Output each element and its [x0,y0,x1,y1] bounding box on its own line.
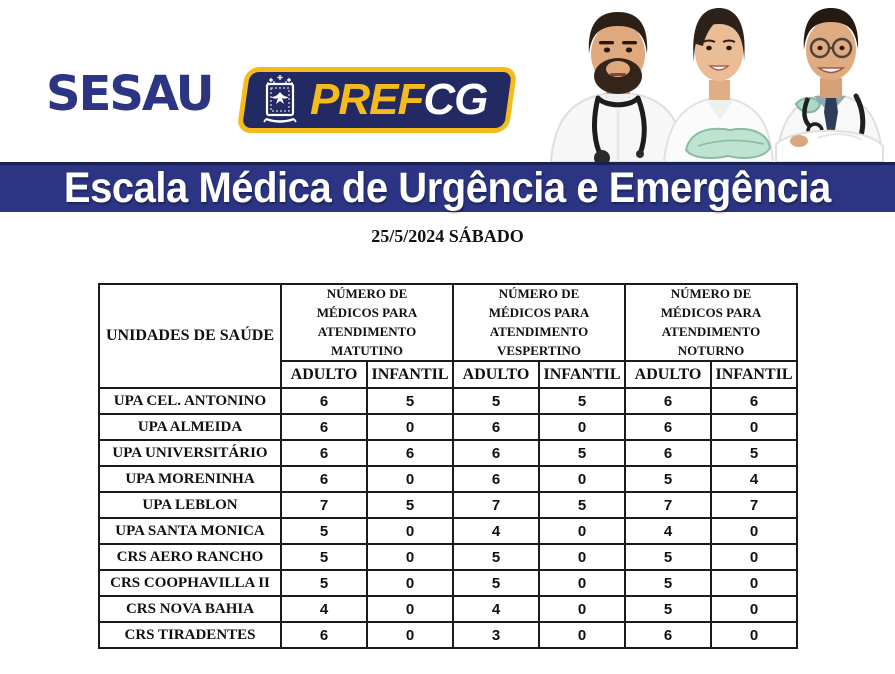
doctor-count-cell: 5 [453,570,539,596]
subheader-adulto-1: ADULTO [281,361,367,388]
doctor-male-left [551,12,685,162]
doctor-count-cell: 6 [367,440,453,466]
table-row [99,622,797,648]
table-row [99,388,797,414]
doctor-count-cell: 5 [281,544,367,570]
doctor-count-cell: 0 [367,570,453,596]
unit-name-cell: CRS COOPHAVILLA II [99,570,281,596]
doctor-count-cell: 6 [625,440,711,466]
doctor-count-cell: 5 [625,596,711,622]
unit-name-cell: UPA ALMEIDA [99,414,281,440]
doctor-count-cell: 4 [453,518,539,544]
doctor-male-right [776,8,883,162]
doctor-count-cell: 5 [625,570,711,596]
doctor-count-cell: 5 [539,492,625,518]
prefcg-wordmark [310,75,488,124]
table-head [99,284,797,388]
doctor-count-cell: 6 [281,622,367,648]
group-header-matutino: NÚMERO DE MÉDICOS PARA ATENDIMENTO MATUTINO [281,284,453,361]
doctor-count-cell: 0 [539,544,625,570]
doctor-count-cell: 5 [367,492,453,518]
unit-name-cell: CRS TIRADENTES [99,622,281,648]
doctor-count-cell: 6 [281,388,367,414]
cg-text: CG [423,75,488,124]
subheader-infantil-2: INFANTIL [539,361,625,388]
unit-name-cell: UPA MORENINHA [99,466,281,492]
table-row [99,570,797,596]
doctor-count-cell: 0 [711,544,797,570]
date-line: 25/5/2024 SÁBADO [371,226,524,246]
table-row [99,466,797,492]
units-column-header: UNIDADES DE SAÚDE [99,284,281,388]
unit-name-cell: CRS AERO RANCHO [99,544,281,570]
table-row [99,596,797,622]
table-body [99,388,797,648]
doctor-female-middle [664,8,773,162]
doctor-count-cell: 0 [539,466,625,492]
doctor-count-cell: 6 [625,414,711,440]
doctor-count-cell: 0 [539,414,625,440]
doctor-count-cell: 6 [281,466,367,492]
doctor-count-cell: 6 [453,414,539,440]
doctor-count-cell: 0 [711,596,797,622]
table-row [99,518,797,544]
group-header-vespertino: NÚMERO DE MÉDICOS PARA ATENDIMENTO VESPERTINO [453,284,625,361]
doctors-photo-illustration [518,0,895,162]
table-row [99,492,797,518]
schedule-table-wrap [98,283,798,649]
doctor-count-cell: 3 [453,622,539,648]
prefcg-badge-inner [260,73,487,127]
doctor-count-cell: 5 [281,518,367,544]
unit-name-cell: UPA SANTA MONICA [99,518,281,544]
doctor-count-cell: 4 [281,596,367,622]
table-row [99,414,797,440]
doctor-count-cell: 0 [711,622,797,648]
doctor-count-cell: 4 [453,596,539,622]
prefcg-badge [236,67,517,133]
doctor-count-cell: 0 [711,518,797,544]
doctor-count-cell: 5 [453,544,539,570]
unit-name-cell: UPA CEL. ANTONINO [99,388,281,414]
doctor-count-cell: 7 [453,492,539,518]
schedule-table [98,283,798,649]
unit-name-cell: UPA LEBLON [99,492,281,518]
title-banner [0,162,895,212]
doctor-count-cell: 6 [453,466,539,492]
doctor-count-cell: 5 [539,440,625,466]
doctor-count-cell: 0 [539,622,625,648]
doctor-count-cell: 0 [539,596,625,622]
coat-of-arms-icon [260,73,300,127]
doctor-count-cell: 4 [625,518,711,544]
doctor-count-cell: 6 [453,440,539,466]
unit-name-cell: CRS NOVA BAHIA [99,596,281,622]
doctor-count-cell: 5 [625,466,711,492]
pref-text: PREF [310,75,424,124]
doctor-count-cell: 0 [367,414,453,440]
doctor-count-cell: 6 [711,388,797,414]
doctor-count-cell: 6 [281,440,367,466]
doctor-count-cell: 0 [367,544,453,570]
doctor-count-cell: 7 [711,492,797,518]
doctor-count-cell: 6 [625,622,711,648]
header-area [0,0,895,162]
table-row [99,544,797,570]
doctor-count-cell: 6 [625,388,711,414]
sesau-logo: SESAU [46,66,213,122]
doctor-count-cell: 5 [453,388,539,414]
doctor-count-cell: 0 [367,622,453,648]
doctor-count-cell: 0 [367,466,453,492]
doctors-photo [518,0,895,162]
doctor-count-cell: 5 [367,388,453,414]
doctor-count-cell: 0 [711,414,797,440]
group-header-row [99,284,797,361]
group-header-noturno: NÚMERO DE MÉDICOS PARA ATENDIMENTO NOTURNO [625,284,797,361]
subheader-infantil-3: INFANTIL [711,361,797,388]
page-title: Escala Médica de Urgência e Emergência [64,164,831,212]
doctor-count-cell: 0 [711,570,797,596]
doctor-count-cell: 0 [539,518,625,544]
subheader-infantil-1: INFANTIL [367,361,453,388]
table-row [99,440,797,466]
doctor-count-cell: 0 [367,596,453,622]
doctor-count-cell: 7 [625,492,711,518]
doctor-count-cell: 0 [367,518,453,544]
doctor-count-cell: 5 [625,544,711,570]
doctor-count-cell: 5 [711,440,797,466]
doctor-count-cell: 7 [281,492,367,518]
doctor-count-cell: 4 [711,466,797,492]
subheader-adulto-3: ADULTO [625,361,711,388]
doctor-count-cell: 5 [539,388,625,414]
unit-name-cell: UPA UNIVERSITÁRIO [99,440,281,466]
doctor-count-cell: 0 [539,570,625,596]
doctor-count-cell: 5 [281,570,367,596]
doctor-count-cell: 6 [281,414,367,440]
subheader-adulto-2: ADULTO [453,361,539,388]
